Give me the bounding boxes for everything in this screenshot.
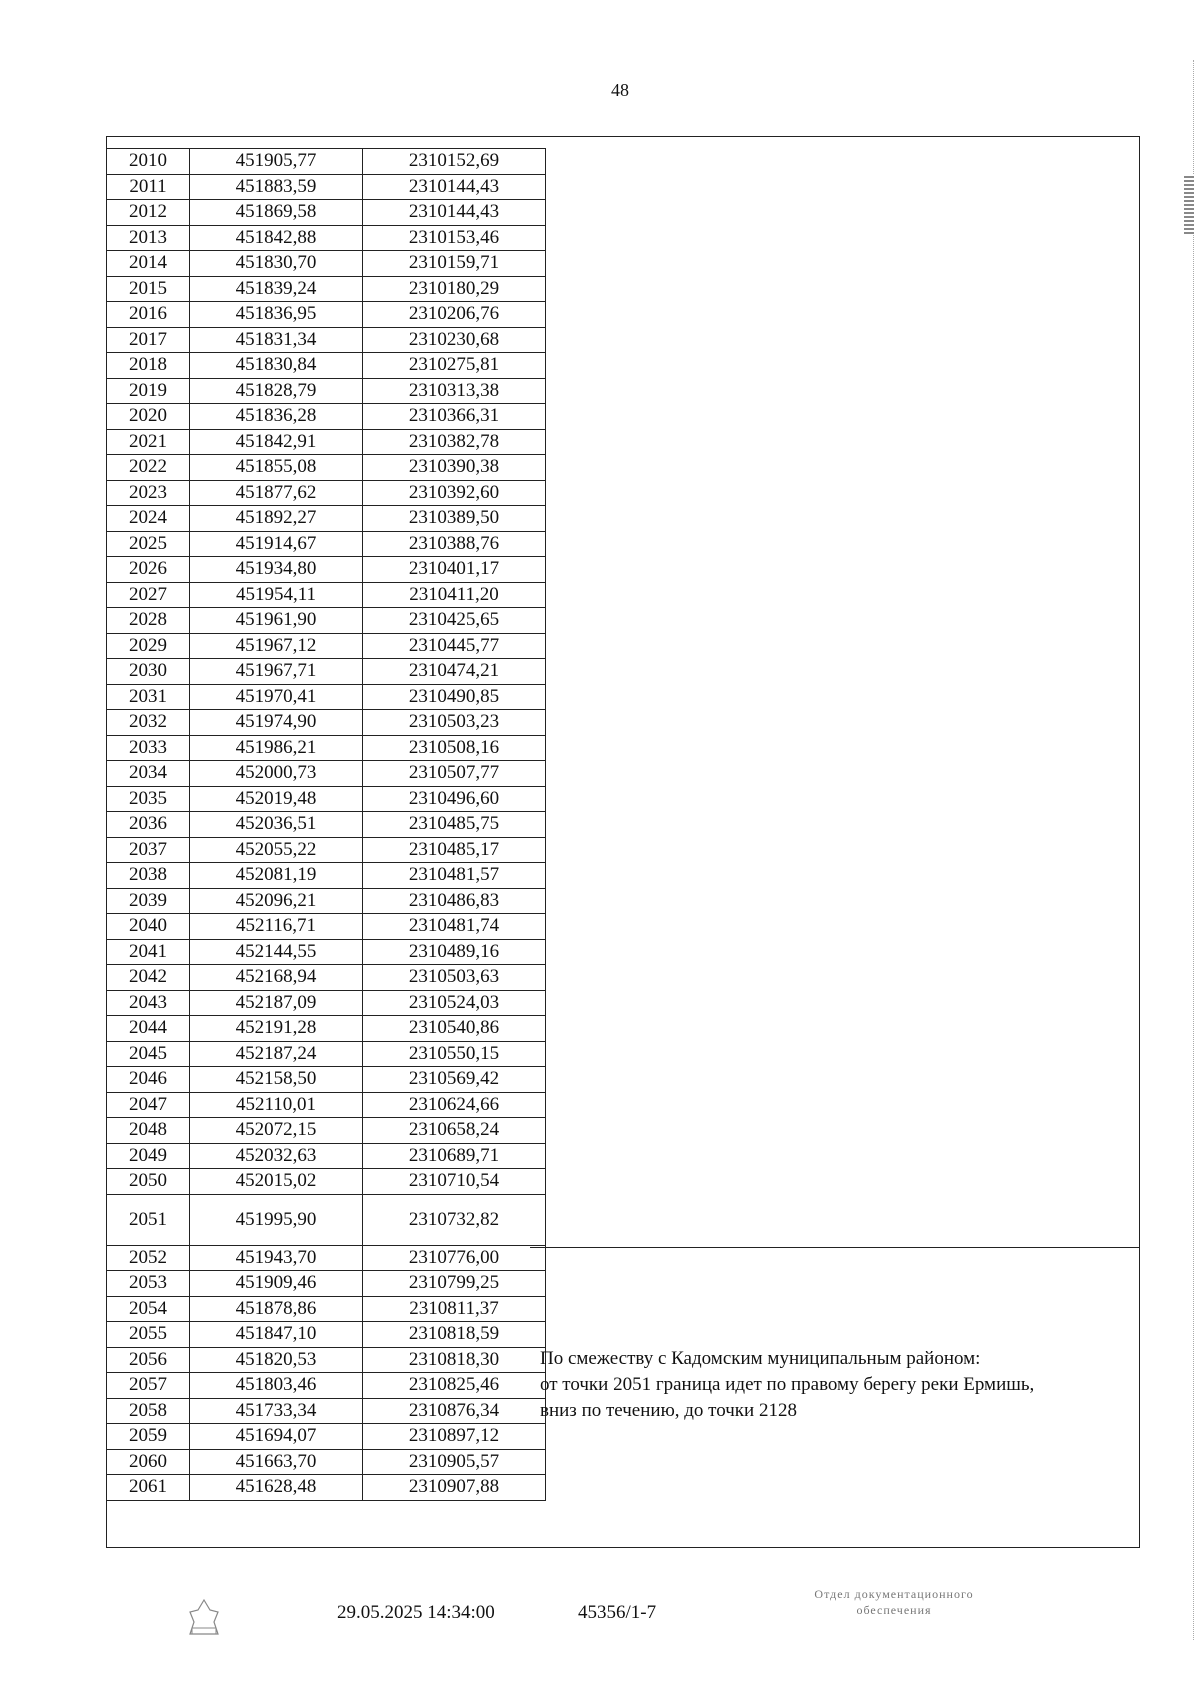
point-number-cell: 2018 (107, 353, 190, 379)
table-row (107, 302, 546, 328)
x-coordinate-cell: 452144,55 (190, 939, 363, 965)
y-coordinate-cell: 2310366,31 (363, 404, 546, 430)
department-stamp (754, 1586, 1034, 1618)
y-coordinate-cell: 2310153,46 (363, 225, 546, 251)
y-coordinate-cell: 2310313,38 (363, 378, 546, 404)
x-coordinate-cell: 451995,90 (190, 1194, 363, 1245)
x-coordinate-cell: 452187,24 (190, 1041, 363, 1067)
x-coordinate-cell: 452015,02 (190, 1169, 363, 1195)
point-number-cell: 2056 (107, 1347, 190, 1373)
y-coordinate-cell: 2310689,71 (363, 1143, 546, 1169)
point-number-cell: 2036 (107, 812, 190, 838)
table-row (107, 1169, 546, 1195)
x-coordinate-cell: 451839,24 (190, 276, 363, 302)
table-row (107, 327, 546, 353)
point-number-cell: 2050 (107, 1169, 190, 1195)
table-row (107, 914, 546, 940)
y-coordinate-cell: 2310144,43 (363, 200, 546, 226)
table-row (107, 251, 546, 277)
y-coordinate-cell: 2310658,24 (363, 1118, 546, 1144)
point-number-cell: 2053 (107, 1271, 190, 1297)
table-row (107, 812, 546, 838)
x-coordinate-cell: 451954,11 (190, 582, 363, 608)
y-coordinate-cell: 2310490,85 (363, 684, 546, 710)
point-number-cell: 2011 (107, 174, 190, 200)
point-number-cell: 2025 (107, 531, 190, 557)
point-number-cell: 2052 (107, 1245, 190, 1271)
table-row (107, 1016, 546, 1042)
x-coordinate-cell: 451986,21 (190, 735, 363, 761)
x-coordinate-cell: 451967,12 (190, 633, 363, 659)
table-row (107, 1373, 546, 1399)
description-line-2: от точки 2051 граница идет по правому берегу реки Ермишь, (540, 1374, 1035, 1395)
x-coordinate-cell: 451733,34 (190, 1398, 363, 1424)
point-number-cell: 2023 (107, 480, 190, 506)
y-coordinate-cell: 2310411,20 (363, 582, 546, 608)
y-coordinate-cell: 2310382,78 (363, 429, 546, 455)
point-number-cell: 2032 (107, 710, 190, 736)
y-coordinate-cell: 2310818,30 (363, 1347, 546, 1373)
y-coordinate-cell: 2310897,12 (363, 1424, 546, 1450)
table-row (107, 761, 546, 787)
point-number-cell: 2026 (107, 557, 190, 583)
x-coordinate-cell: 451836,95 (190, 302, 363, 328)
point-number-cell: 2012 (107, 200, 190, 226)
y-coordinate-cell: 2310159,71 (363, 251, 546, 277)
table-row (107, 225, 546, 251)
table-row (107, 480, 546, 506)
table-row (107, 1118, 546, 1144)
point-number-cell: 2027 (107, 582, 190, 608)
description-line-1: По смежеству с Кадомским муниципальным районом: (540, 1348, 981, 1369)
stamp-line-1: Отдел документационного (814, 1587, 974, 1601)
point-number-cell: 2058 (107, 1398, 190, 1424)
point-number-cell: 2017 (107, 327, 190, 353)
table-row (107, 1475, 546, 1501)
point-number-cell: 2020 (107, 404, 190, 430)
table-row (107, 1398, 546, 1424)
point-number-cell: 2047 (107, 1092, 190, 1118)
y-coordinate-cell: 2310144,43 (363, 174, 546, 200)
point-number-cell: 2035 (107, 786, 190, 812)
y-coordinate-cell: 2310811,37 (363, 1296, 546, 1322)
point-number-cell: 2031 (107, 684, 190, 710)
point-number-cell: 2033 (107, 735, 190, 761)
point-number-cell: 2014 (107, 251, 190, 277)
table-row (107, 506, 546, 532)
x-coordinate-cell: 451847,10 (190, 1322, 363, 1348)
x-coordinate-cell: 451892,27 (190, 506, 363, 532)
table-row (107, 378, 546, 404)
point-number-cell: 2049 (107, 1143, 190, 1169)
scan-edge (1193, 60, 1196, 1640)
x-coordinate-cell: 451970,41 (190, 684, 363, 710)
table-row (107, 557, 546, 583)
point-number-cell: 2040 (107, 914, 190, 940)
y-coordinate-cell: 2310776,00 (363, 1245, 546, 1271)
table-row (107, 149, 546, 175)
table-row (107, 531, 546, 557)
table-row (107, 1449, 546, 1475)
table-row (107, 990, 546, 1016)
y-coordinate-cell: 2310425,65 (363, 608, 546, 634)
y-coordinate-cell: 2310508,16 (363, 735, 546, 761)
x-coordinate-cell: 452158,50 (190, 1067, 363, 1093)
point-number-cell: 2054 (107, 1296, 190, 1322)
point-number-cell: 2059 (107, 1424, 190, 1450)
point-number-cell: 2041 (107, 939, 190, 965)
table-row (107, 429, 546, 455)
x-coordinate-cell: 451961,90 (190, 608, 363, 634)
point-number-cell: 2021 (107, 429, 190, 455)
y-coordinate-cell: 2310496,60 (363, 786, 546, 812)
emblem-icon (184, 1596, 224, 1640)
x-coordinate-cell: 451803,46 (190, 1373, 363, 1399)
x-coordinate-cell: 452191,28 (190, 1016, 363, 1042)
y-coordinate-cell: 2310825,46 (363, 1373, 546, 1399)
y-coordinate-cell: 2310624,66 (363, 1092, 546, 1118)
point-number-cell: 2055 (107, 1322, 190, 1348)
point-number-cell: 2037 (107, 837, 190, 863)
point-number-cell: 2030 (107, 659, 190, 685)
point-number-cell: 2034 (107, 761, 190, 787)
x-coordinate-cell: 451830,70 (190, 251, 363, 277)
x-coordinate-cell: 452081,19 (190, 863, 363, 889)
footer-datetime: 29.05.2025 14:34:00 (337, 1602, 495, 1623)
y-coordinate-cell: 2310503,23 (363, 710, 546, 736)
y-coordinate-cell: 2310206,76 (363, 302, 546, 328)
x-coordinate-cell: 452072,15 (190, 1118, 363, 1144)
x-coordinate-cell: 451828,79 (190, 378, 363, 404)
y-coordinate-cell: 2310905,57 (363, 1449, 546, 1475)
x-coordinate-cell: 451842,91 (190, 429, 363, 455)
y-coordinate-cell: 2310710,54 (363, 1169, 546, 1195)
scan-mark (1184, 174, 1194, 234)
point-number-cell: 2038 (107, 863, 190, 889)
y-coordinate-cell: 2310485,17 (363, 837, 546, 863)
x-coordinate-cell: 451943,70 (190, 1245, 363, 1271)
x-coordinate-cell: 452036,51 (190, 812, 363, 838)
table-row (107, 1194, 546, 1245)
y-coordinate-cell: 2310392,60 (363, 480, 546, 506)
point-number-cell: 2045 (107, 1041, 190, 1067)
y-coordinate-cell: 2310550,15 (363, 1041, 546, 1067)
table-row (107, 608, 546, 634)
point-number-cell: 2044 (107, 1016, 190, 1042)
point-number-cell: 2029 (107, 633, 190, 659)
y-coordinate-cell: 2310907,88 (363, 1475, 546, 1501)
y-coordinate-cell: 2310799,25 (363, 1271, 546, 1297)
point-number-cell: 2048 (107, 1118, 190, 1144)
x-coordinate-cell: 451836,28 (190, 404, 363, 430)
x-coordinate-cell: 451967,71 (190, 659, 363, 685)
table-row (107, 1347, 546, 1373)
point-number-cell: 2028 (107, 608, 190, 634)
y-coordinate-cell: 2310152,69 (363, 149, 546, 175)
boundary-description (540, 1346, 1120, 1424)
point-number-cell: 2016 (107, 302, 190, 328)
table-row (107, 786, 546, 812)
table-row (107, 1143, 546, 1169)
y-coordinate-cell: 2310275,81 (363, 353, 546, 379)
y-coordinate-cell: 2310390,38 (363, 455, 546, 481)
x-coordinate-cell: 451877,62 (190, 480, 363, 506)
x-coordinate-cell: 452110,01 (190, 1092, 363, 1118)
y-coordinate-cell: 2310818,59 (363, 1322, 546, 1348)
y-coordinate-cell: 2310388,76 (363, 531, 546, 557)
y-coordinate-cell: 2310389,50 (363, 506, 546, 532)
page-number: 48 (611, 80, 629, 100)
table-row (107, 1092, 546, 1118)
x-coordinate-cell: 451878,86 (190, 1296, 363, 1322)
table-row (107, 404, 546, 430)
x-coordinate-cell: 451974,90 (190, 710, 363, 736)
right-panel-top (530, 136, 1140, 1248)
table-row (107, 735, 546, 761)
table-row (107, 1322, 546, 1348)
y-coordinate-cell: 2310481,57 (363, 863, 546, 889)
table-row (107, 684, 546, 710)
table-row (107, 1245, 546, 1271)
x-coordinate-cell: 452168,94 (190, 965, 363, 991)
point-number-cell: 2022 (107, 455, 190, 481)
point-number-cell: 2043 (107, 990, 190, 1016)
point-number-cell: 2039 (107, 888, 190, 914)
x-coordinate-cell: 451831,34 (190, 327, 363, 353)
x-coordinate-cell: 451820,53 (190, 1347, 363, 1373)
point-number-cell: 2015 (107, 276, 190, 302)
description-line-3: вниз по течению, до точки 2128 (540, 1400, 797, 1421)
table-row (107, 633, 546, 659)
x-coordinate-cell: 452055,22 (190, 837, 363, 863)
y-coordinate-cell: 2310481,74 (363, 914, 546, 940)
y-coordinate-cell: 2310485,75 (363, 812, 546, 838)
point-number-cell: 2061 (107, 1475, 190, 1501)
y-coordinate-cell: 2310486,83 (363, 888, 546, 914)
table-row (107, 939, 546, 965)
x-coordinate-cell: 451909,46 (190, 1271, 363, 1297)
y-coordinate-cell: 2310503,63 (363, 965, 546, 991)
coordinates-table-body (107, 149, 546, 1501)
table-row (107, 1424, 546, 1450)
point-number-cell: 2057 (107, 1373, 190, 1399)
table-row (107, 582, 546, 608)
y-coordinate-cell: 2310876,34 (363, 1398, 546, 1424)
x-coordinate-cell: 452187,09 (190, 990, 363, 1016)
y-coordinate-cell: 2310732,82 (363, 1194, 546, 1245)
y-coordinate-cell: 2310445,77 (363, 633, 546, 659)
x-coordinate-cell: 452116,71 (190, 914, 363, 940)
x-coordinate-cell: 452096,21 (190, 888, 363, 914)
table-row (107, 174, 546, 200)
table-row (107, 200, 546, 226)
table-row (107, 965, 546, 991)
table-row (107, 837, 546, 863)
table-row (107, 888, 546, 914)
point-number-cell: 2046 (107, 1067, 190, 1093)
point-number-cell: 2019 (107, 378, 190, 404)
point-number-cell: 2051 (107, 1194, 190, 1245)
x-coordinate-cell: 451869,58 (190, 200, 363, 226)
y-coordinate-cell: 2310524,03 (363, 990, 546, 1016)
footer-document-code: 45356/1-7 (578, 1602, 657, 1623)
table-row (107, 455, 546, 481)
table-row (107, 1067, 546, 1093)
table-row (107, 276, 546, 302)
table-row (107, 863, 546, 889)
y-coordinate-cell: 2310569,42 (363, 1067, 546, 1093)
y-coordinate-cell: 2310230,68 (363, 327, 546, 353)
y-coordinate-cell: 2310474,21 (363, 659, 546, 685)
x-coordinate-cell: 451830,84 (190, 353, 363, 379)
y-coordinate-cell: 2310401,17 (363, 557, 546, 583)
x-coordinate-cell: 451842,88 (190, 225, 363, 251)
point-number-cell: 2010 (107, 149, 190, 175)
table-row (107, 710, 546, 736)
x-coordinate-cell: 451855,08 (190, 455, 363, 481)
x-coordinate-cell: 451628,48 (190, 1475, 363, 1501)
table-row (107, 659, 546, 685)
x-coordinate-cell: 451914,67 (190, 531, 363, 557)
x-coordinate-cell: 452032,63 (190, 1143, 363, 1169)
x-coordinate-cell: 451694,07 (190, 1424, 363, 1450)
stamp-line-2: обеспечения (856, 1603, 932, 1617)
y-coordinate-cell: 2310540,86 (363, 1016, 546, 1042)
y-coordinate-cell: 2310489,16 (363, 939, 546, 965)
x-coordinate-cell: 452019,48 (190, 786, 363, 812)
table-row (107, 1296, 546, 1322)
x-coordinate-cell: 451883,59 (190, 174, 363, 200)
point-number-cell: 2060 (107, 1449, 190, 1475)
coordinates-table (106, 148, 546, 1501)
table-row (107, 353, 546, 379)
x-coordinate-cell: 452000,73 (190, 761, 363, 787)
point-number-cell: 2013 (107, 225, 190, 251)
x-coordinate-cell: 451663,70 (190, 1449, 363, 1475)
y-coordinate-cell: 2310180,29 (363, 276, 546, 302)
point-number-cell: 2024 (107, 506, 190, 532)
y-coordinate-cell: 2310507,77 (363, 761, 546, 787)
table-row (107, 1041, 546, 1067)
x-coordinate-cell: 451905,77 (190, 149, 363, 175)
table-row (107, 1271, 546, 1297)
x-coordinate-cell: 451934,80 (190, 557, 363, 583)
point-number-cell: 2042 (107, 965, 190, 991)
